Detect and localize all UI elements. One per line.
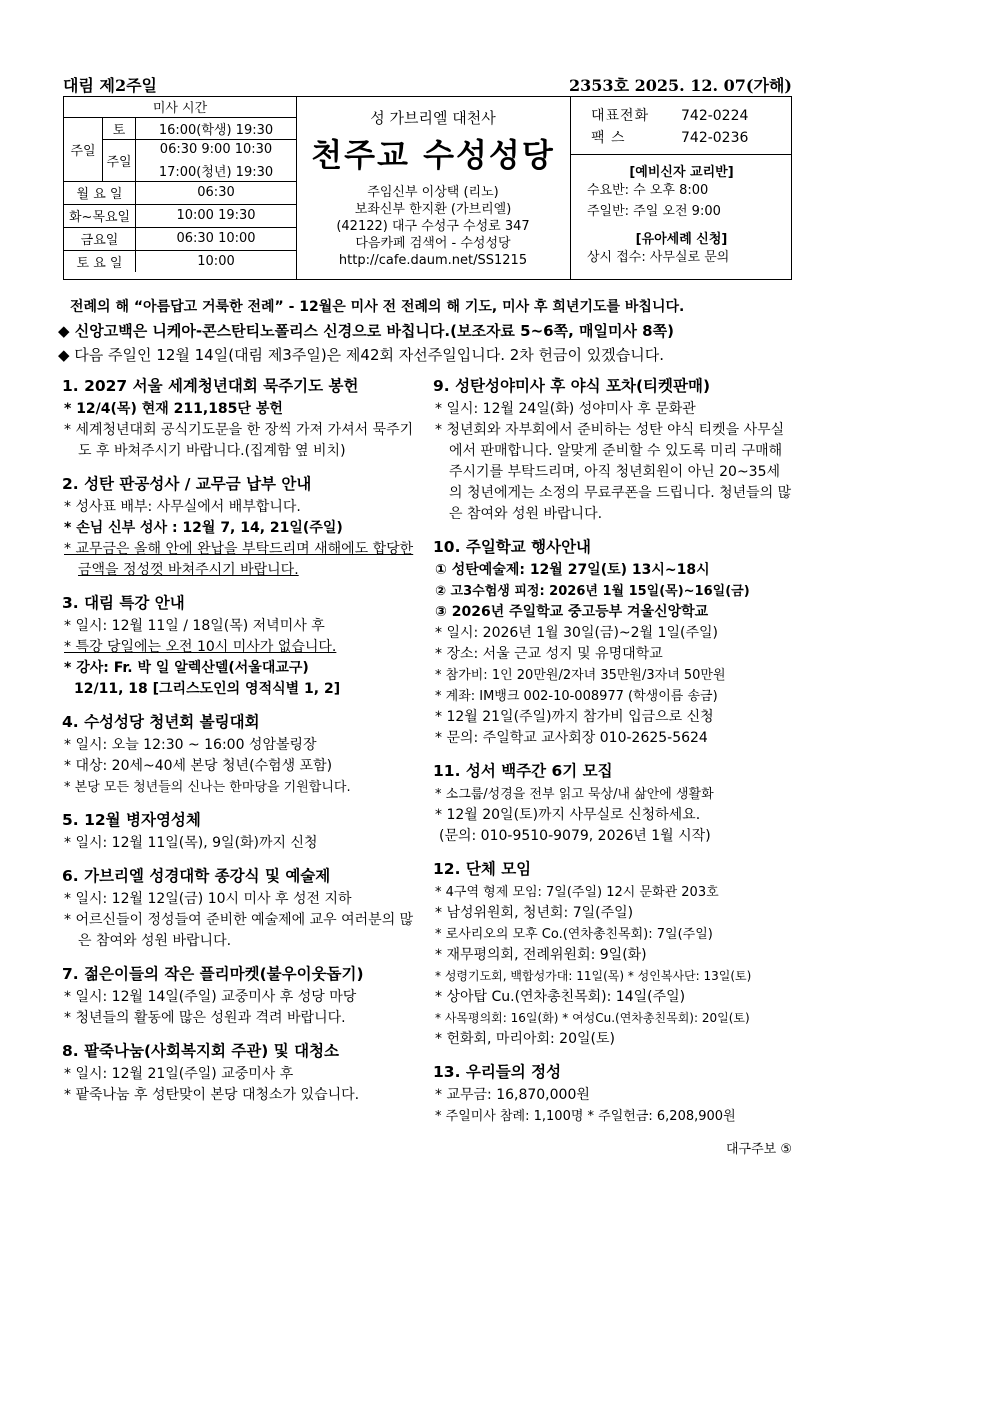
- list-item: * 12월 21일(주일)까지 참가비 입금으로 신청: [435, 709, 714, 725]
- list-item: * 남성위원회, 청년회: 7일(주일): [435, 905, 634, 921]
- list-item: * 성사표 배부: 사무실에서 배부합니다.: [64, 499, 301, 515]
- list-item: * 12/4(목) 현재 211,185단 봉헌: [64, 401, 283, 417]
- list-item: * 팥죽나눔 후 성탄맞이 본당 대청소가 있습니다.: [64, 1087, 360, 1103]
- friday-times: 06:30 10:00: [136, 227, 297, 250]
- list-item: ③ 2026년 주일학교 중고등부 겨울신앙학교: [435, 604, 709, 620]
- section-10: [433, 535, 793, 749]
- section-8: [62, 1039, 422, 1106]
- header-box: [63, 96, 792, 280]
- page-footer: 대구주보 ⑤: [725, 1142, 792, 1157]
- list-item: * 헌화회, 마리아회: 20일(토): [435, 1031, 615, 1047]
- sunday-times-2: 17:00(청년) 19:30: [136, 160, 297, 181]
- catechism-sun: 주일반: 주일 오전 9:00: [587, 204, 721, 219]
- section-title: 13. 우리들의 정성: [433, 1063, 562, 1081]
- section-title: 6. 가브리엘 성경대학 종강식 및 예술제: [62, 867, 331, 885]
- list-item: * 일시: 12월 11일 / 18일(목) 저녁미사 후: [64, 618, 325, 634]
- section-5: [62, 808, 422, 854]
- sunday-times-1: 06:30 9:00 10:30: [136, 139, 297, 160]
- list-item: * 일시: 오늘 12:30 ~ 16:00 성암볼링장: [64, 737, 317, 753]
- list-item: * 세계청년대회 공식기도문을 한 장씩 가져 가셔서 묵주기도 후 바쳐주시기 바랍니다.(집계함 옆 비치): [64, 422, 414, 459]
- list-item: * 일시: 12월 24일(화) 성야미사 후 문화관: [435, 401, 696, 417]
- pastor: 주임신부 이상택 (리노): [367, 185, 499, 200]
- section-3: [62, 591, 422, 700]
- saturday-weekday-times: 10:00: [136, 250, 297, 272]
- section-title: 12. 단체 모임: [433, 860, 532, 878]
- monday-label: 월 요 일: [64, 181, 136, 204]
- list-item: * 일시: 12월 21일(주일) 교중미사 후: [64, 1066, 294, 1082]
- parish-info: [297, 97, 569, 279]
- list-item: * 성령기도회, 백합성가대: 11일(목) * 성인복사단: 13일(토): [435, 969, 752, 983]
- issue-number-date: 2353호 2025. 12. 07(가해): [569, 76, 792, 95]
- section-9: [433, 374, 793, 525]
- tue-thu-label: 화~목요일: [64, 204, 136, 227]
- saturday-weekday-label: 토 요 일: [64, 250, 136, 272]
- list-item: * 어르신들이 정성들여 준비한 예술제에 교우 여러분의 많은 참여와 성원 바랍니다.: [64, 912, 414, 949]
- sunday-label: 주일: [64, 117, 103, 181]
- monday-times: 06:30: [136, 181, 297, 204]
- section-11: [433, 759, 793, 847]
- list-item: * 4구역 형제 모임: 7일(주일) 12시 문화관 203호: [435, 885, 719, 900]
- notice-creed: ◆ 신앙고백은 니케아-콘스탄티노폴리스 신경으로 바칩니다.(보조자료 5~6쪽, 매일미사 8쪽): [58, 322, 674, 340]
- baptism-info: 상시 접수: 사무실로 문의: [587, 250, 730, 265]
- mass-title: 미사 시간: [64, 97, 296, 117]
- assistant-priest: 보좌신부 한지환 (가브리엘): [354, 202, 512, 217]
- section-6: [62, 864, 422, 952]
- section-4: [62, 710, 422, 798]
- section-7: [62, 962, 422, 1029]
- list-item: * 계좌: IM뱅크 002-10-008977 (학생이름 송금): [435, 689, 718, 704]
- list-item: * 문의: 주일학교 교사회장 010-2625-5624: [435, 730, 708, 746]
- section-title: 8. 팥죽나눔(사회복지회 주관) 및 대청소: [62, 1042, 340, 1060]
- list-item: * 교무금은 올해 안에 완납을 부탁드리며 새해에도 합당한 금액을 정성껏 바쳐주시기 바랍니다.: [64, 541, 414, 578]
- mass-schedule: [64, 97, 297, 279]
- tel-number: 742-0224: [681, 108, 749, 124]
- list-item: * 장소: 서울 근교 성지 및 유명대학교: [435, 646, 663, 662]
- left-column: [62, 374, 422, 1116]
- list-item: * 손님 신부 성사 : 12월 7, 14, 21일(주일): [64, 520, 343, 536]
- section-2: [62, 472, 422, 581]
- list-item: * 참가비: 1인 20만원/2자녀 35만원/3자녀 50만원: [435, 668, 726, 683]
- baptism-heading: [유아세례 신청]: [635, 232, 728, 247]
- list-item: * 대상: 20세~40세 본당 청년(수험생 포함): [64, 758, 333, 774]
- section-title: 2. 성탄 판공성사 / 교무금 납부 안내: [62, 475, 312, 493]
- list-item: * 일시: 12월 14일(주일) 교중미사 후 성당 마당: [64, 989, 357, 1005]
- saturday-times: 16:00(학생) 19:30: [136, 117, 297, 139]
- section-13: [433, 1060, 793, 1127]
- section-title: 5. 12월 병자영성체: [62, 811, 201, 829]
- list-item: * 강사: Fr. 박 일 알렉산델(서울대교구): [64, 660, 309, 676]
- liturgical-day: 대림 제2주일: [63, 76, 157, 95]
- list-item: * 특강 당일에는 오전 10시 미사가 없습니다.: [64, 639, 337, 655]
- list-item: ① 성탄예술제: 12월 27일(토) 13시~18시: [435, 562, 710, 578]
- list-item: ② 고3수험생 피정: 2026년 1월 15일(목)~16일(금): [435, 584, 750, 599]
- list-item: * 일시: 12월 11일(목), 9일(화)까지 신청: [64, 835, 318, 851]
- section-title: 3. 대림 특강 안내: [62, 594, 185, 612]
- section-title: 7. 젊은이들의 작은 플리마켓(불우이웃돕기): [62, 965, 364, 983]
- list-item: * 주일미사 참례: 1,100명 * 주일헌금: 6,208,900원: [435, 1109, 736, 1124]
- tue-thu-times: 10:00 19:30: [136, 204, 297, 227]
- list-item: * 12월 20일(토)까지 사무실로 신청하세요.: [435, 807, 701, 823]
- fax-number: 742-0236: [681, 130, 749, 146]
- section-title: 11. 성서 백주간 6기 모집: [433, 762, 613, 780]
- sunday-sub-label: 주일: [103, 139, 136, 181]
- list-item: * 일시: 2026년 1월 30일(금)~2월 1일(주일): [435, 625, 718, 641]
- section-title: 10. 주일학교 행사안내: [433, 538, 592, 556]
- section-title: 4. 수성성당 청년회 볼링대회: [62, 713, 260, 731]
- list-item: * 일시: 12월 12일(금) 10시 미사 후 성전 지하: [64, 891, 352, 907]
- catechism-heading: [예비신자 교리반]: [629, 165, 734, 180]
- saturday-label: 토: [103, 117, 136, 139]
- list-item: 12/11, 18 [그리스도인의 영적식별 1, 2]: [74, 681, 341, 697]
- list-item: * 로사리오의 모후 Co.(연차총친목회): 7일(주일): [435, 927, 713, 942]
- list-item: * 본당 모든 청년들의 신나는 한마당을 기원합니다.: [64, 780, 351, 795]
- catechism-wed: 수요반: 수 오후 8:00: [587, 183, 709, 198]
- section-12: [433, 857, 793, 1050]
- list-item: * 사목평의회: 16일(화) * 여성Cu.(연차총친목회): 20일(토): [435, 1011, 750, 1025]
- address: (42122) 대구 수성구 수성로 347: [336, 219, 530, 234]
- parish-patron: 성 가브리엘 대천사: [370, 109, 496, 127]
- tel-label: 대표전화: [591, 108, 650, 124]
- list-item: * 교무금: 16,870,000원: [435, 1087, 590, 1103]
- notice-charity-sunday: ◆ 다음 주일인 12월 14일(대림 제3주일)은 제42회 자선주일입니다. 2차 헌금이 있겠습니다.: [58, 346, 664, 364]
- section-title: 9. 성탄성야미사 후 야식 포차(티켓판매): [433, 377, 711, 395]
- fax-label: 팩 스: [591, 130, 626, 146]
- list-item: * 상아탑 Cu.(연차총친목회): 14일(주일): [435, 989, 686, 1005]
- list-item: * 청년들의 활동에 많은 성원과 격려 바랍니다.: [64, 1010, 346, 1026]
- parish-name: 천주교 수성성당: [311, 136, 555, 174]
- cafe-url[interactable]: http://cafe.daum.net/SS1215: [338, 253, 528, 268]
- friday-label: 금요일: [64, 227, 136, 250]
- section-title: 1. 2027 서울 세계청년대회 묵주기도 봉헌: [62, 377, 359, 395]
- cafe-search: 다음카페 검색어 - 수성성당: [355, 236, 511, 251]
- list-item: (문의: 010-9510-9079, 2026년 1월 시작): [439, 828, 711, 844]
- list-item: * 재무평의회, 전례위원회: 9일(화): [435, 947, 647, 963]
- contact-info: [570, 97, 792, 279]
- list-item: * 청년회와 자부회에서 준비하는 성탄 야식 티켓을 사무실에서 판매합니다. 알맞게 준비할 수 있도록 미리 구매해주시기를 부탁드리며, 아직 청년회원이 아닌 20~35세의 청년에게는 소정의 무료쿠폰을 드립니다. 청년들의 많은 참여와 성원 바랍니다.: [435, 422, 792, 522]
- section-1: [62, 374, 422, 462]
- right-column: [433, 374, 793, 1137]
- list-item: * 소그룹/성경을 전부 읽고 묵상/내 삶안에 생활화: [435, 787, 714, 802]
- notice-liturgy-year: 전례의 해 “아름답고 거룩한 전례” - 12월은 미사 전 전례의 해 기도, 미사 후 희년기도를 바칩니다.: [70, 299, 685, 315]
